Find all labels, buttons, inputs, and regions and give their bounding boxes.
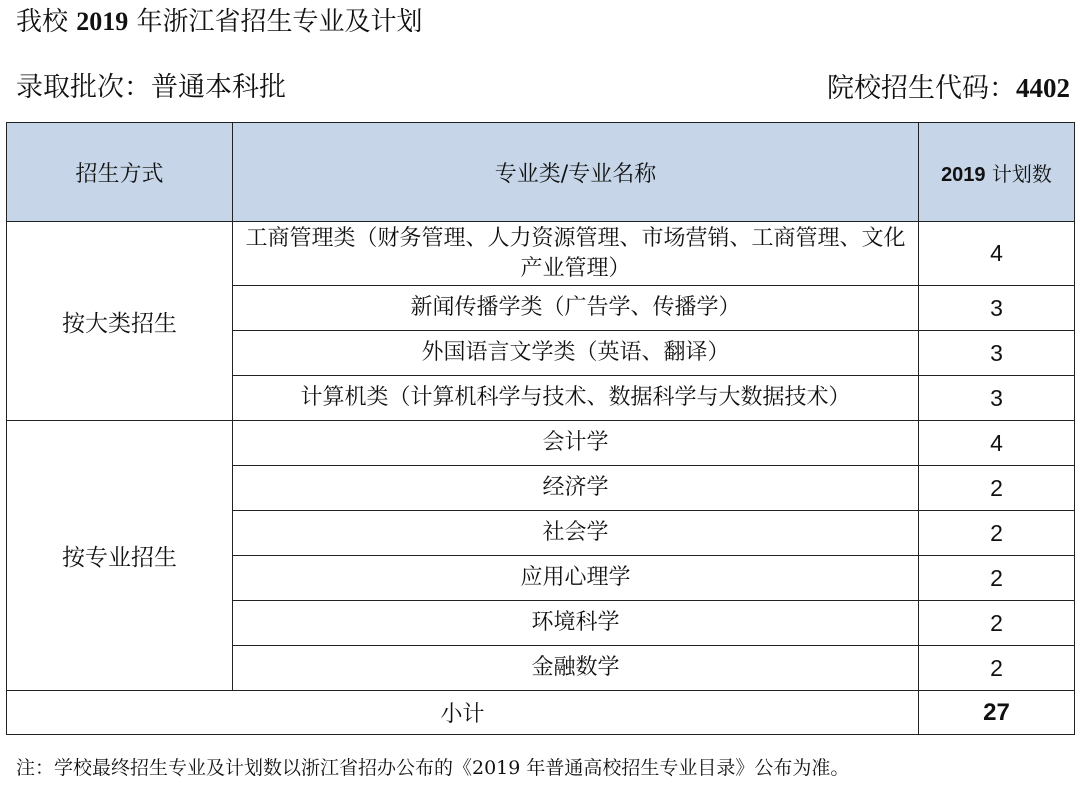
title-year: 2019 <box>76 7 129 36</box>
method-cell: 按专业招生 <box>7 421 233 691</box>
header-major: 专业类/专业名称 <box>233 123 919 222</box>
count-cell: 2 <box>919 466 1075 511</box>
header-method: 招生方式 <box>7 123 233 222</box>
count-cell: 3 <box>919 286 1075 331</box>
count-cell: 2 <box>919 511 1075 556</box>
count-cell: 4 <box>919 421 1075 466</box>
table-row <box>7 222 1075 286</box>
major-cell: 计算机类（计算机科学与技术、数据科学与大数据技术） <box>233 376 919 421</box>
enrollment-plan-table <box>6 122 1075 735</box>
major-cell: 外国语言文学类（英语、翻译） <box>233 331 919 376</box>
school-code-label: 院校招生代码： <box>827 73 1016 104</box>
title-suffix: 年浙江省招生专业及计划 <box>136 7 423 37</box>
major-cell: 社会学 <box>233 511 919 556</box>
count-cell: 4 <box>919 222 1075 286</box>
footnote: 注：学校最终招生专业及计划数以浙江省招办公布的《2019 年普通高校招生专业目录》公布为准。 <box>16 757 850 779</box>
header-count-label: 计划数 <box>991 161 1052 186</box>
header-count <box>919 123 1075 222</box>
major-cell: 会计学 <box>233 421 919 466</box>
count-cell: 2 <box>919 646 1075 691</box>
count-cell: 2 <box>919 556 1075 601</box>
subtotal-label: 小计 <box>7 691 919 735</box>
count-cell: 2 <box>919 601 1075 646</box>
major-cell: 新闻传播学类（广告学、传播学） <box>233 286 919 331</box>
page-title <box>16 2 423 42</box>
subtotal-row <box>7 691 1075 735</box>
admission-batch: 录取批次：普通本科批 <box>16 72 286 103</box>
method-cell: 按大类招生 <box>7 222 233 421</box>
subtotal-value: 27 <box>919 691 1075 735</box>
count-cell: 3 <box>919 376 1075 421</box>
major-cell: 经济学 <box>233 466 919 511</box>
count-cell: 3 <box>919 331 1075 376</box>
major-cell: 工商管理类（财务管理、人力资源管理、市场营销、工商管理、文化产业管理） <box>233 222 919 286</box>
major-cell: 环境科学 <box>233 601 919 646</box>
table-row <box>7 421 1075 466</box>
school-code-value: 4402 <box>1016 73 1070 103</box>
title-prefix: 我校 <box>16 7 69 37</box>
school-code <box>827 68 1070 109</box>
header-count-year: 2019 <box>941 163 986 186</box>
major-cell: 应用心理学 <box>233 556 919 601</box>
major-cell: 金融数学 <box>233 646 919 691</box>
